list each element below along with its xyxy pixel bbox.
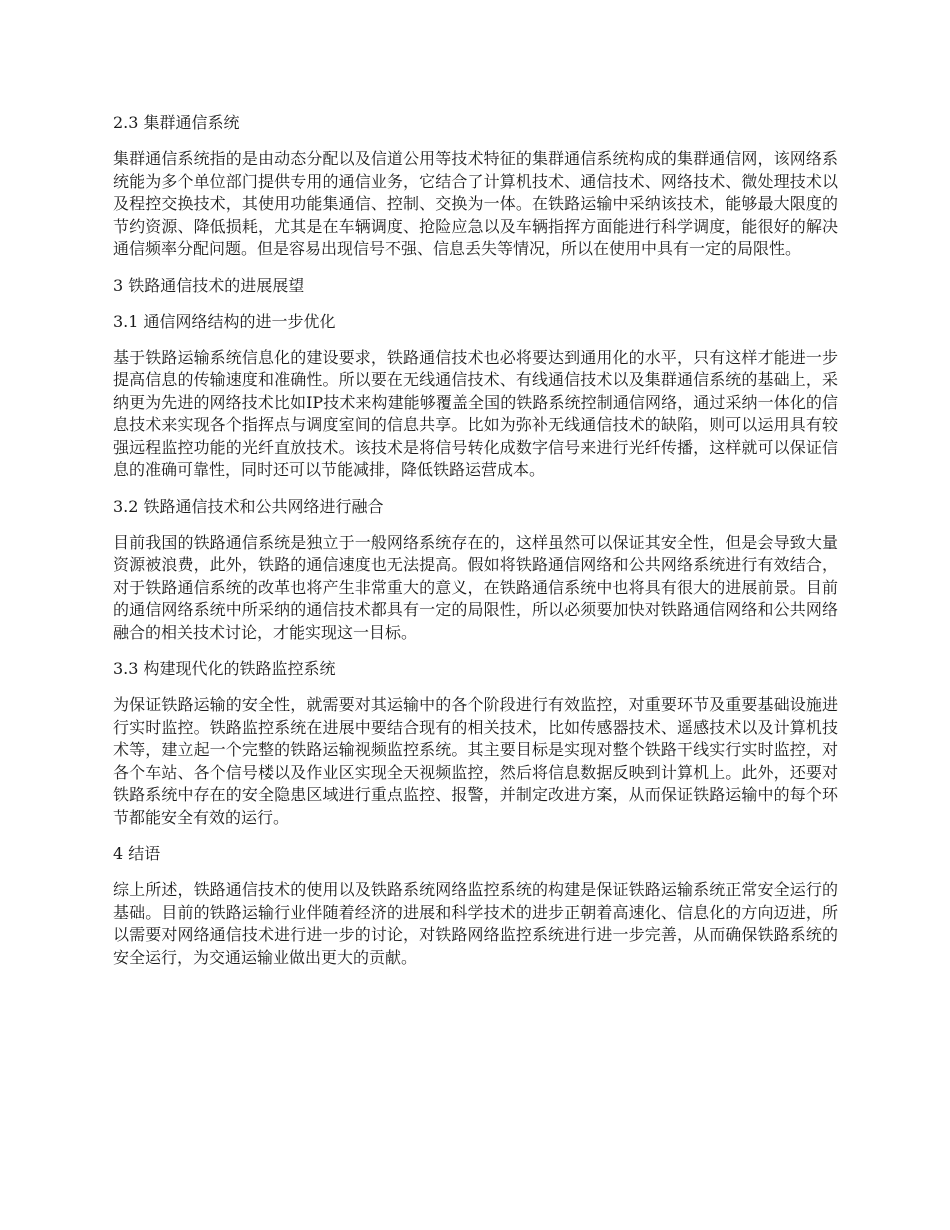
paragraph-conclusion: 综上所述，铁路通信技术的使用以及铁路系统网络监控系统的构建是保证铁路运输系统正常安全运行的基础。目前的铁路运输行业伴随着经济的进展和科学技术的进步正朝着高速化、信息化的方向迈进，所以需要对网络通信技术进行进一步的讨论，对铁路网络监控系统进行进一步完善，从而确保铁路系统的安全运行，为交通运输业做出更大的贡献。 bbox=[113, 880, 838, 967]
paragraph-network-optimization: 基于铁路运输系统信息化的建设要求，铁路通信技术也必将要达到通用化的水平，只有这样才能进一步提高信息的传输速度和准确性。所以要在无线通信技术、有线通信技术以及集群通信系统的基础上，采纳更为先进的网络技术比如IP技术来构建能够覆盖全国的铁路系统控制通信网络，通过采纳一体化的信息技术来实现各个指挥点与调度室间的信息共享。比如为弥补无线通信技术的缺陷，则可以运用具有较强远程监控功能的光纤直放技术。该技术是将信号转化成数字信号来进行光纤传播，这样就可以保证信息的准确可靠性，同时还可以节能减排，降低铁路运营成本。 bbox=[113, 347, 838, 479]
section-heading-3-1: 3.1 通信网络结构的进一步优化 bbox=[113, 311, 336, 331]
document-page bbox=[113, 112, 838, 983]
section-heading-3: 3 铁路通信技术的进展展望 bbox=[113, 275, 305, 295]
section-heading-3-3: 3.3 构建现代化的铁路监控系统 bbox=[113, 659, 336, 678]
section-heading-2-3: 2.3 集群通信系统 bbox=[113, 113, 240, 132]
section-heading-4: 4 结语 bbox=[113, 844, 161, 863]
paragraph-trunked-communication: 集群通信系统指的是由动态分配以及信道公用等技术特征的集群通信系统构成的集群通信网，该网络系统能为多个单位部门提供专用的通信业务，它结合了计算机技术、通信技术、网络技术、微处理技术以及程控交换技术，其使用功能集通信、控制、交换为一体。在铁路运输中采纳该技术，能够最大限度的节约资源、降低损耗，尤其是在车辆调度、抢险应急以及车辆指挥方面能进行科学调度，能很好的解决通信频率分配问题。但是容易出现信号不强、信息丢失等情况，所以在使用中具有一定的局限性。 bbox=[113, 149, 838, 258]
paragraph-public-network-fusion: 目前我国的铁路通信系统是独立于一般网络系统存在的，这样虽然可以保证其安全性，但是会导致大量资源被浪费，此外，铁路的通信速度也无法提高。假如将铁路通信网络和公共网络系统进行有效结合，对于铁路通信系统的改革也将产生非常重大的意义，在铁路通信系统中也将具有很大的进展前景。目前的通信网络系统中所采纳的通信技术都具有一定的局限性，所以必须要加快对铁路通信网络和公共网络融合的相关技术讨论，才能实现这一目标。 bbox=[113, 532, 838, 642]
paragraph-monitoring-system: 为保证铁路运输的安全性，就需要对其运输中的各个阶段进行有效监控，对重要环节及重要基础设施进行实时监控。铁路监控系统在进展中要结合现有的相关技术，比如传感器技术、遥感技术以及计算机技术等，建立起一个完整的铁路运输视频监控系统。其主要目标是实现对整个铁路干线实行实时监控，对各个车站、各个信号楼以及作业区实现全天视频监控，然后将信息数据反映到计算机上。此外，还要对铁路系统中存在的安全隐患区域进行重点监控、报警，并制定改进方案，从而保证铁路运输中的每个环节都能安全有效的运行。 bbox=[113, 695, 838, 827]
section-heading-3-2: 3.2 铁路通信技术和公共网络进行融合 bbox=[113, 496, 384, 516]
